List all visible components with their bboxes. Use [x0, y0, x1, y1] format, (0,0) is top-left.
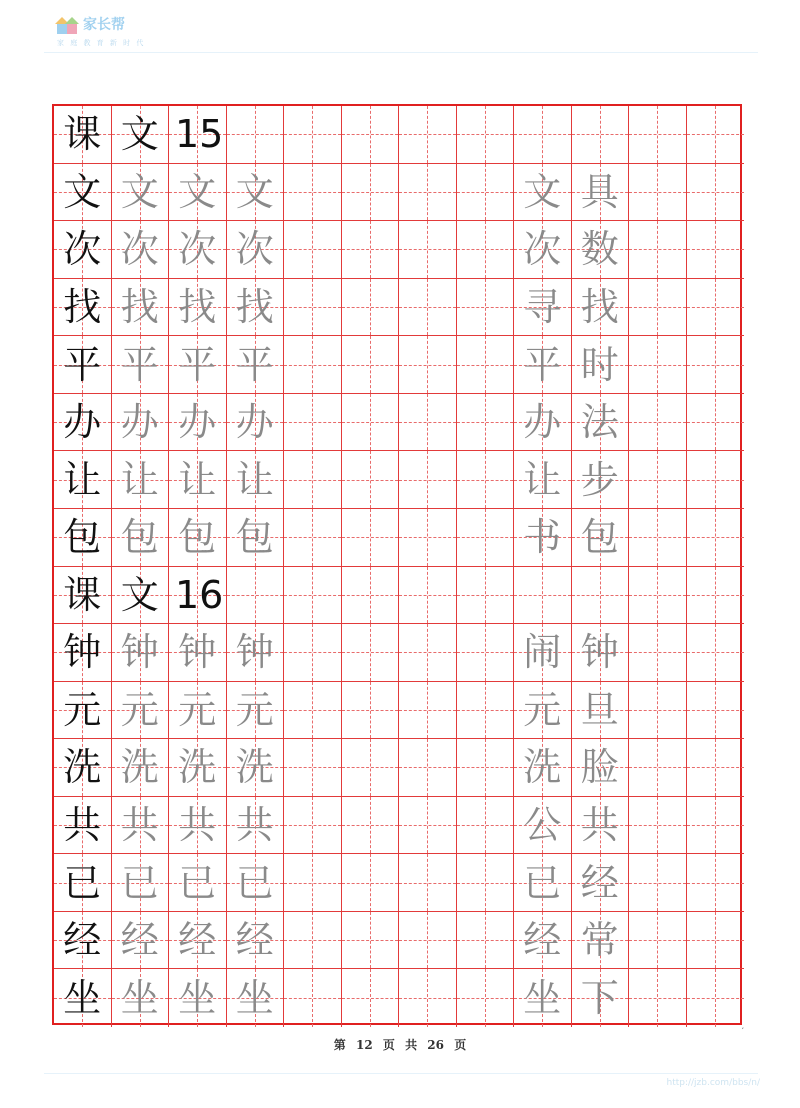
- word-character: 已: [523, 860, 562, 905]
- trace-character: 已: [178, 860, 217, 905]
- grid-cell: [687, 969, 745, 1030]
- model-character: 洗: [63, 745, 102, 790]
- word-character: 文: [523, 169, 562, 214]
- grid-cell: [112, 624, 170, 682]
- grid-cell: [227, 394, 285, 452]
- grid-cell: [514, 854, 572, 912]
- trace-character: 元: [178, 687, 217, 732]
- logo-tagline: 家 庭 教 育 新 时 代: [57, 39, 146, 47]
- grid-cell: [514, 567, 572, 625]
- grid-cell: [687, 912, 745, 970]
- model-character: 钟: [63, 630, 102, 675]
- grid-cell: [399, 164, 457, 222]
- trace-character: 坐: [178, 976, 217, 1021]
- word-character: 共: [580, 803, 619, 848]
- grid-cell: [284, 336, 342, 394]
- grid-cell: [112, 567, 170, 625]
- tianzige-practice-grid: [52, 104, 742, 1025]
- grid-cell: [284, 164, 342, 222]
- grid-cell: [112, 106, 170, 164]
- grid-cell: [112, 682, 170, 740]
- grid-cell: [629, 221, 687, 279]
- word-character: 办: [523, 400, 562, 445]
- grid-cell: [572, 451, 630, 509]
- word-character: 时: [580, 342, 619, 387]
- corner-mark: ,: [742, 1023, 744, 1030]
- model-character: 次: [63, 227, 102, 272]
- grid-cell: [227, 451, 285, 509]
- grid-cell: [629, 567, 687, 625]
- trace-character: 找: [120, 284, 159, 329]
- grid-cell: [342, 682, 400, 740]
- trace-character: 共: [178, 803, 217, 848]
- grid-cell: [572, 912, 630, 970]
- grid-cell: [169, 279, 227, 337]
- grid-cell: [54, 682, 112, 740]
- trace-character: 共: [235, 803, 274, 848]
- grid-cell: [572, 567, 630, 625]
- grid-cell: [54, 451, 112, 509]
- trace-character: 经: [120, 918, 159, 963]
- grid-cell: [227, 106, 285, 164]
- grid-cell: [687, 854, 745, 912]
- grid-cell: [112, 854, 170, 912]
- grid-cell: [169, 336, 227, 394]
- word-character: 寻: [523, 284, 562, 329]
- model-character: 经: [63, 918, 102, 963]
- grid-cell: [227, 336, 285, 394]
- trace-character: 坐: [120, 976, 159, 1021]
- grid-cell: [342, 797, 400, 855]
- grid-cell: [169, 969, 227, 1027]
- grid-cell: [572, 106, 630, 164]
- grid-cell: [54, 336, 112, 394]
- grid-cell: [342, 164, 400, 222]
- grid-cell: [227, 797, 285, 855]
- grid-cell: [227, 739, 285, 797]
- word-character: 平: [523, 342, 562, 387]
- section-label-char: 课: [63, 112, 102, 157]
- grid-cell: [342, 509, 400, 567]
- grid-cell: [54, 279, 112, 337]
- word-character: 旦: [580, 687, 619, 732]
- grid-cell: [112, 739, 170, 797]
- word-character: 公: [523, 803, 562, 848]
- trace-character: 已: [120, 860, 159, 905]
- word-character: 次: [523, 227, 562, 272]
- grid-cell: [629, 969, 687, 1027]
- model-character: 包: [63, 515, 102, 560]
- grid-cell: [169, 567, 227, 625]
- grid-cell: [54, 221, 112, 279]
- grid-cell: [457, 164, 515, 222]
- trace-character: 平: [235, 342, 274, 387]
- grid-cell: [169, 451, 227, 509]
- grid-cell: [687, 567, 745, 625]
- grid-cell: [54, 509, 112, 567]
- grid-cell: [342, 221, 400, 279]
- grid-cell: [169, 164, 227, 222]
- grid-cell: [514, 797, 572, 855]
- grid-cell: [514, 682, 572, 740]
- grid-cell: [112, 164, 170, 222]
- grid-cell: [457, 682, 515, 740]
- grid-cell: [514, 624, 572, 682]
- footer-total-prefix: 共: [405, 1038, 418, 1052]
- word-character: 数: [580, 227, 619, 272]
- grid-cell: [687, 394, 745, 452]
- word-character: 经: [523, 918, 562, 963]
- trace-character: 已: [235, 860, 274, 905]
- section-number: 15: [175, 112, 224, 157]
- section-label-char: 课: [63, 572, 102, 617]
- grid-cell: [514, 509, 572, 567]
- trace-character: 经: [235, 918, 274, 963]
- model-character: 找: [63, 284, 102, 329]
- grid-cell: [399, 336, 457, 394]
- grid-cell: [342, 567, 400, 625]
- footer-total-unit: 页: [454, 1038, 467, 1052]
- grid-cell: [227, 854, 285, 912]
- grid-cell: [514, 164, 572, 222]
- word-character: 法: [580, 400, 619, 445]
- trace-character: 办: [120, 400, 159, 445]
- grid-cell: [629, 164, 687, 222]
- grid-cell: [514, 912, 572, 970]
- grid-cell: [342, 451, 400, 509]
- trace-character: 包: [120, 515, 159, 560]
- grid-cell: [112, 279, 170, 337]
- grid-cell: [227, 969, 285, 1027]
- word-character: 元: [523, 687, 562, 732]
- trace-character: 办: [178, 400, 217, 445]
- word-character: 闹: [523, 630, 562, 675]
- word-character: 书: [523, 515, 562, 560]
- grid-cell: [342, 969, 400, 1027]
- grid-cell: [457, 912, 515, 970]
- trace-character: 办: [235, 400, 274, 445]
- grid-cell: [572, 969, 630, 1027]
- grid-cell: [572, 394, 630, 452]
- word-character: 坐: [523, 976, 562, 1021]
- model-character: 平: [63, 342, 102, 387]
- grid-cell: [629, 624, 687, 682]
- grid-cell: [399, 854, 457, 912]
- trace-character: 次: [178, 227, 217, 272]
- footer-divider: [44, 1073, 758, 1074]
- grid-cell: [284, 854, 342, 912]
- grid-cell: [514, 394, 572, 452]
- section-label-char: 文: [120, 112, 159, 157]
- footer-prefix: 第: [333, 1038, 346, 1052]
- grid-cell: [687, 336, 745, 394]
- grid-cell: [457, 336, 515, 394]
- grid-cell: [457, 394, 515, 452]
- grid-cell: [227, 221, 285, 279]
- grid-cell: [629, 279, 687, 337]
- grid-cell: [572, 336, 630, 394]
- grid-cell: [399, 682, 457, 740]
- grid-cell: [54, 106, 112, 164]
- grid-cell: [399, 739, 457, 797]
- trace-character: 元: [120, 687, 159, 732]
- grid-cell: [169, 797, 227, 855]
- grid-cell: [169, 221, 227, 279]
- grid-cell: [284, 451, 342, 509]
- grid-cell: [629, 912, 687, 970]
- footer-page-unit: 页: [382, 1038, 395, 1052]
- grid-cell: [342, 854, 400, 912]
- grid-cell: [629, 739, 687, 797]
- grid-cell: [112, 969, 170, 1027]
- grid-cell: [514, 451, 572, 509]
- grid-cell: [169, 854, 227, 912]
- grid-cell: [514, 336, 572, 394]
- trace-character: 元: [235, 687, 274, 732]
- grid-cell: [457, 509, 515, 567]
- word-character: 找: [580, 284, 619, 329]
- grid-cell: [227, 567, 285, 625]
- grid-cell: [112, 336, 170, 394]
- grid-cell: [457, 451, 515, 509]
- grid-cell: [112, 797, 170, 855]
- grid-cell: [572, 509, 630, 567]
- grid-cell: [572, 797, 630, 855]
- grid-cell: [399, 451, 457, 509]
- grid-cell: [342, 739, 400, 797]
- grid-cell: [399, 969, 457, 1027]
- grid-cell: [284, 682, 342, 740]
- trace-character: 让: [178, 457, 217, 502]
- grid-cell: [112, 509, 170, 567]
- trace-character: 钟: [120, 630, 159, 675]
- grid-cell: [399, 912, 457, 970]
- house-logo-icon: [53, 14, 81, 36]
- word-character: 下: [580, 976, 619, 1021]
- grid-cell: [399, 797, 457, 855]
- grid-cell: [399, 624, 457, 682]
- trace-character: 经: [178, 918, 217, 963]
- grid-cell: [169, 739, 227, 797]
- grid-cell: [169, 624, 227, 682]
- grid-cell: [54, 854, 112, 912]
- trace-character: 文: [235, 169, 274, 214]
- grid-cell: [399, 221, 457, 279]
- trace-character: 文: [178, 169, 217, 214]
- trace-character: 包: [235, 515, 274, 560]
- grid-cell: [572, 854, 630, 912]
- word-character: 包: [580, 515, 619, 560]
- grid-cell: [629, 854, 687, 912]
- grid-cell: [54, 739, 112, 797]
- grid-cell: [284, 221, 342, 279]
- trace-character: 钟: [178, 630, 217, 675]
- grid-cell: [54, 912, 112, 970]
- word-character: 让: [523, 457, 562, 502]
- grid-cell: [514, 969, 572, 1027]
- grid-cell: [284, 509, 342, 567]
- grid-cell: [227, 624, 285, 682]
- site-url[interactable]: http://jzb.com/bbs/n/: [666, 1078, 760, 1088]
- footer-page-number: 12: [356, 1038, 373, 1052]
- grid-cell: [227, 164, 285, 222]
- grid-cell: [169, 682, 227, 740]
- grid-cell: [457, 221, 515, 279]
- grid-cell: [687, 509, 745, 567]
- grid-cell: [399, 509, 457, 567]
- grid-cell: [457, 739, 515, 797]
- trace-character: 共: [120, 803, 159, 848]
- grid-cell: [457, 567, 515, 625]
- grid-cell: [54, 164, 112, 222]
- model-character: 已: [63, 860, 102, 905]
- grid-cell: [514, 279, 572, 337]
- grid-cell: [284, 106, 342, 164]
- grid-cell: [687, 164, 745, 222]
- model-character: 文: [63, 169, 102, 214]
- header-divider: [44, 52, 758, 53]
- grid-cell: [342, 394, 400, 452]
- trace-character: 钟: [235, 630, 274, 675]
- grid-cell: [227, 509, 285, 567]
- grid-cell: [54, 797, 112, 855]
- grid-cell: [687, 221, 745, 279]
- grid-cell: [284, 969, 342, 1027]
- grid-cell: [399, 279, 457, 337]
- word-character: 洗: [523, 745, 562, 790]
- grid-cell: [399, 567, 457, 625]
- model-character: 坐: [63, 976, 102, 1021]
- section-label-char: 文: [120, 572, 159, 617]
- grid-cell: [457, 106, 515, 164]
- grid-cell: [112, 394, 170, 452]
- grid-cell: [399, 106, 457, 164]
- grid-cell: [457, 624, 515, 682]
- grid-cell: [169, 509, 227, 567]
- word-character: 钟: [580, 630, 619, 675]
- grid-cell: [687, 797, 745, 855]
- model-character: 元: [63, 687, 102, 732]
- trace-character: 次: [120, 227, 159, 272]
- grid-cell: [687, 451, 745, 509]
- trace-character: 平: [120, 342, 159, 387]
- grid-cell: [687, 279, 745, 337]
- grid-cell: [112, 221, 170, 279]
- grid-cell: [457, 279, 515, 337]
- grid-cell: [112, 451, 170, 509]
- grid-cell: [284, 279, 342, 337]
- grid-cell: [514, 739, 572, 797]
- word-character: 经: [580, 860, 619, 905]
- grid-cell: [54, 394, 112, 452]
- grid-cell: [572, 164, 630, 222]
- grid-cell: [572, 682, 630, 740]
- grid-cell: [687, 739, 745, 797]
- grid-cell: [457, 854, 515, 912]
- footer-total-pages: 26: [427, 1038, 444, 1052]
- grid-cell: [169, 912, 227, 970]
- grid-cell: [629, 336, 687, 394]
- grid-cell: [284, 624, 342, 682]
- grid-cell: [514, 221, 572, 279]
- trace-character: 让: [120, 457, 159, 502]
- grid-cell: [342, 912, 400, 970]
- grid-cell: [342, 279, 400, 337]
- grid-cell: [112, 912, 170, 970]
- grid-cell: [54, 567, 112, 625]
- trace-character: 包: [178, 515, 217, 560]
- grid-cell: [629, 106, 687, 164]
- word-character: 脸: [580, 745, 619, 790]
- trace-character: 找: [235, 284, 274, 329]
- grid-cell: [687, 106, 745, 164]
- grid-cell: [572, 221, 630, 279]
- word-character: 常: [580, 918, 619, 963]
- model-character: 让: [63, 457, 102, 502]
- trace-character: 洗: [120, 745, 159, 790]
- grid-cell: [227, 279, 285, 337]
- grid-cell: [629, 451, 687, 509]
- grid-cell: [54, 624, 112, 682]
- grid-cell: [169, 394, 227, 452]
- grid-cell: [342, 106, 400, 164]
- page-footer: [0, 1036, 800, 1053]
- trace-character: 洗: [235, 745, 274, 790]
- trace-character: 文: [120, 169, 159, 214]
- grid-cell: [457, 969, 515, 1027]
- grid-cell: [284, 567, 342, 625]
- grid-cell: [284, 912, 342, 970]
- grid-cell: [169, 106, 227, 164]
- grid-cell: [54, 969, 112, 1027]
- trace-character: 坐: [235, 976, 274, 1021]
- grid-cell: [399, 394, 457, 452]
- grid-cell: [457, 797, 515, 855]
- model-character: 办: [63, 400, 102, 445]
- logo-name: 家长帮: [83, 17, 125, 33]
- grid-cell: [284, 394, 342, 452]
- word-character: 具: [580, 169, 619, 214]
- grid-cell: [514, 106, 572, 164]
- model-character: 共: [63, 803, 102, 848]
- grid-cell: [572, 739, 630, 797]
- word-character: 步: [580, 457, 619, 502]
- grid-cell: [687, 682, 745, 740]
- grid-cell: [284, 797, 342, 855]
- trace-character: 次: [235, 227, 274, 272]
- grid-cell: [284, 739, 342, 797]
- site-logo: [53, 12, 153, 48]
- grid-cell: [629, 797, 687, 855]
- grid-cell: [342, 624, 400, 682]
- grid-cell: [687, 624, 745, 682]
- trace-character: 洗: [178, 745, 217, 790]
- grid-cell: [572, 279, 630, 337]
- grid-cell: [227, 682, 285, 740]
- trace-character: 让: [235, 457, 274, 502]
- grid-cell: [629, 394, 687, 452]
- grid-cell: [572, 624, 630, 682]
- trace-character: 平: [178, 342, 217, 387]
- trace-character: 找: [178, 284, 217, 329]
- section-number: 16: [175, 572, 224, 617]
- grid-cell: [629, 509, 687, 567]
- grid-cell: [227, 912, 285, 970]
- grid-cell: [629, 682, 687, 740]
- grid-cell: [342, 336, 400, 394]
